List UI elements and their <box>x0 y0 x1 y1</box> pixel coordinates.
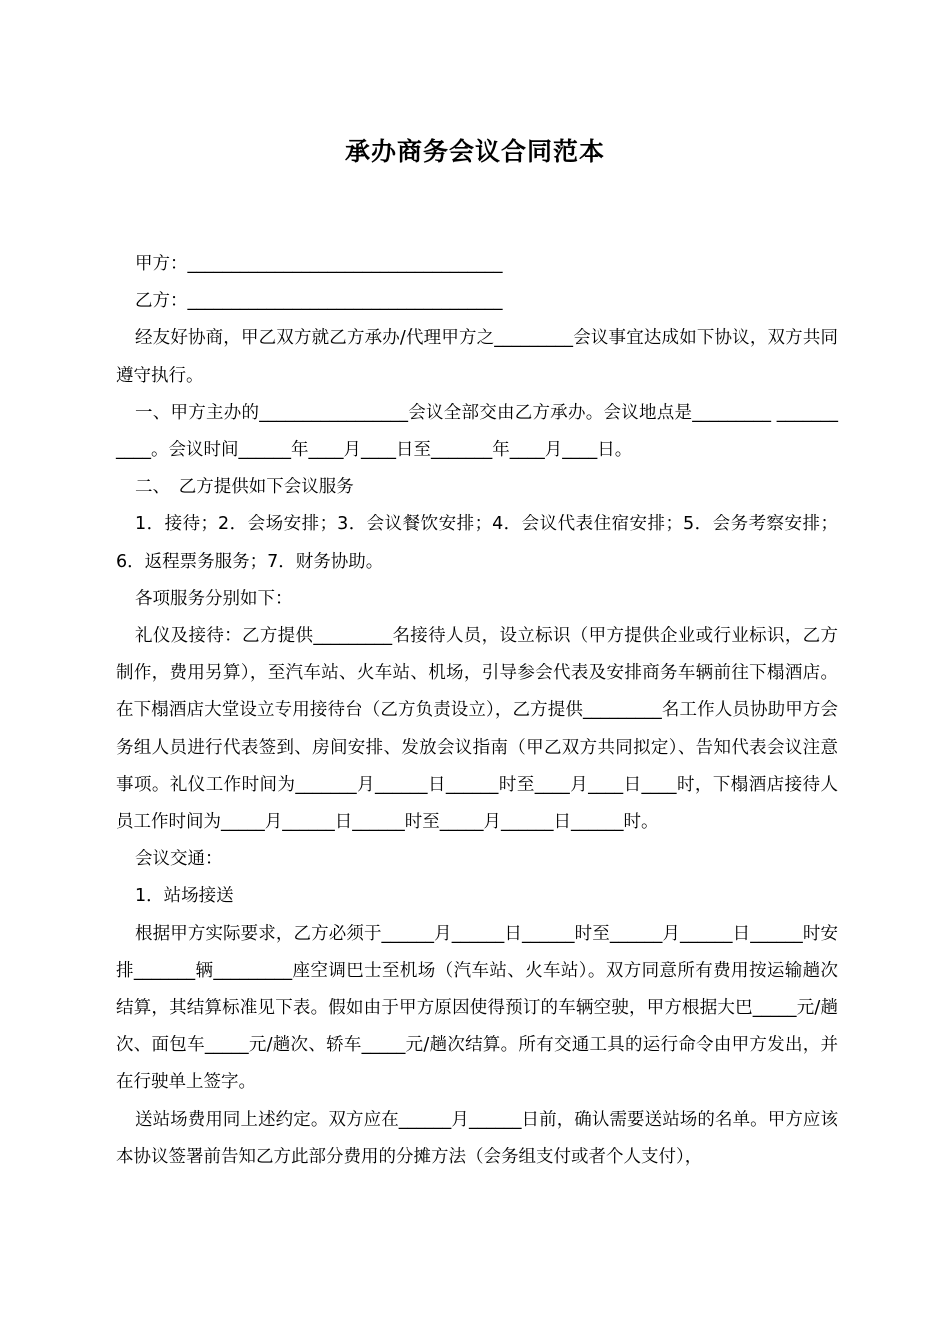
transport-heading: 会议交通： <box>135 849 223 870</box>
services-intro-paragraph: 各项服务分别如下： <box>135 588 293 609</box>
station-dropoff-paragraph: 送站场费用同上述约定。双方应在______月______日前，确认需要送站场的名单。甲方应该本协议签署前告知乙方此部分费用的分摊方法（会务组支付或者个人支付）， <box>116 1109 838 1167</box>
preamble-paragraph: 经友好协商，甲乙双方就乙方承办/代理甲方之_________会议事宜达成如下协议，双方共同遵守执行。 <box>116 328 838 386</box>
document-title: 承办商务会议合同范本 <box>344 137 605 166</box>
services-list-paragraph: 1．接待；2．会场安排；3．会议餐饮安排；4．会议代表住宿安排；5．会务考察安排；6．返程票务服务；7．财务协助。 <box>116 514 838 572</box>
station-pickup-paragraph: 根据甲方实际要求，乙方必须于______月______日______时至______月______日______时安排_______辆_________座空调巴士至机场（汽车站、火车站）。双方同意所有费用按运输趟次结算，其结算标准见下表。假如由于甲方原因使得预订的车辆空驶，甲方根据大巴_____元/趟次、面包车_____元/趟次、轿车_____元/趟次结算。所有交通工具的运行命令由甲方发出，并在行驶单上签字。 <box>116 923 838 1093</box>
party-b-line: 乙方：____________________________________ <box>135 291 503 312</box>
party-a-line: 甲方：____________________________________ <box>135 254 503 274</box>
clause-2-heading: 二、 乙方提供如下会议服务 <box>135 477 354 498</box>
document-body <box>116 246 838 1176</box>
reception-paragraph: 礼仪及接待：乙方提供_________名接待人员，设立标识（甲方提供企业或行业标识，乙方制作，费用另算），至汽车站、火车站、机场，引导参会代表及安排商务车辆前往下榻酒店。在下榻酒店大堂设立专用接待台（乙方负责设立），乙方提供_________名工作人员协助甲方会务组人员进行代表签到、房间安排、发放会议指南（甲乙双方共同拟定）、告知代表会议注意事项。礼仪工作时间为_______月______日______时至____月____日____时，下榻酒店接待人员工作时间为_____月______日______时至_____月______日______时。 <box>116 626 838 833</box>
clause-1-paragraph: 一、甲方主办的_________________会议全部交由乙方承办。会议地点是_________ ___________。会议时间______年____月____日至_______年____月____日。 <box>116 402 838 461</box>
station-pickup-heading: 1．站场接送 <box>135 886 234 907</box>
